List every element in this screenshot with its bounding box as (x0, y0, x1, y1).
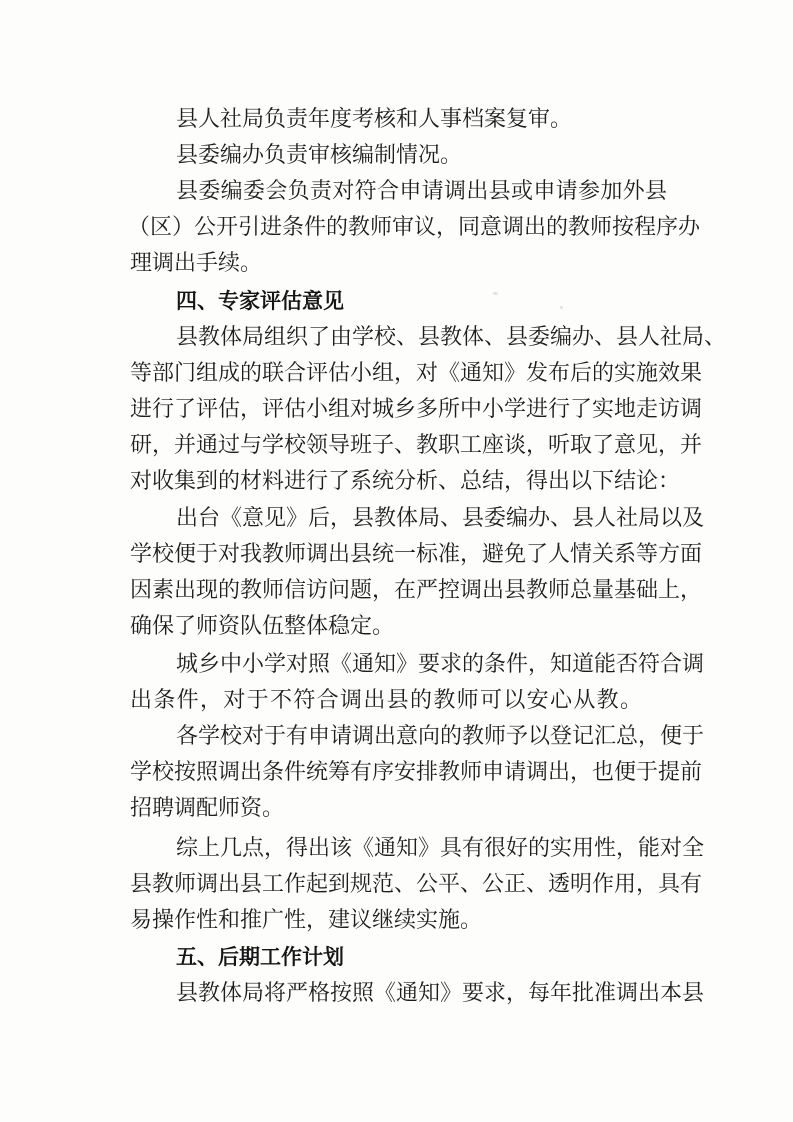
paragraph-line: 各学校对于有申请调出意向的教师予以登记汇总，便于 (176, 724, 705, 749)
paragraph-line: 因素出现的教师信访问题，在严控调出县教师总量基础上， (130, 578, 703, 603)
scan-speck (560, 306, 563, 309)
paragraph-line: 研，并通过与学校领导班子、教职工座谈，听取了意见，并 (130, 433, 703, 458)
paragraph-line: 学校便于对我教师调出县统一标准，避免了人情关系等方面 (130, 542, 703, 567)
paragraph-line: 理调出手续。 (130, 251, 263, 276)
paragraph-line: 招聘调配师资。 (130, 796, 285, 821)
paragraph-line: 等部门组成的联合评估小组，对《通知》发布后的实施效果 (130, 361, 703, 386)
section-heading: 四、专家评估意见 (176, 289, 344, 313)
paragraph-line: 综上几点，得出该《通知》具有很好的实用性，能对全 (176, 836, 705, 861)
paragraph-line: 县教体局组织了由学校、县教体、县委编办、县人社局、 (176, 325, 727, 350)
paragraph-line: 县委编办负责审核编制情况。 (176, 143, 463, 168)
paragraph-line: 易操作性和推广性，建议继续实施。 (130, 908, 483, 933)
scan-speck (493, 292, 498, 295)
paragraph-line: 县委编委会负责对符合申请调出县或申请参加外县 (176, 179, 667, 204)
paragraph-line: 县人社局负责年度考核和人事档案复审。 (176, 107, 573, 132)
paragraph-line: 出条件，对于不符合调出县的教师可以安心从教。 (130, 688, 642, 713)
section-heading: 五、后期工作计划 (176, 945, 344, 969)
paragraph-line: 城乡中小学对照《通知》要求的条件，知道能否符合调 (176, 652, 705, 677)
paragraph-line: 进行了评估，评估小组对城乡多所中小学进行了实地走访调 (130, 397, 703, 422)
paragraph-line: 县教体局将严格按照《通知》要求，每年批准调出本县 (176, 981, 705, 1006)
paragraph-line: 确保了师资队伍整体稳定。 (130, 614, 395, 639)
paragraph-line: 学校按照调出条件统筹有序安排教师申请调出，也便于提前 (130, 760, 703, 785)
paragraph-line: （区）公开引进条件的教师审议，同意调出的教师按程序办 (128, 215, 701, 240)
paragraph-line: 对收集到的材料进行了系统分析、总结，得出以下结论： (130, 469, 681, 494)
paragraph-line: 县教师调出县工作起到规范、公平、公正、透明作用，具有 (130, 872, 703, 897)
paragraph-line: 出台《意见》后，县教体局、县委编办、县人社局以及 (176, 506, 705, 531)
